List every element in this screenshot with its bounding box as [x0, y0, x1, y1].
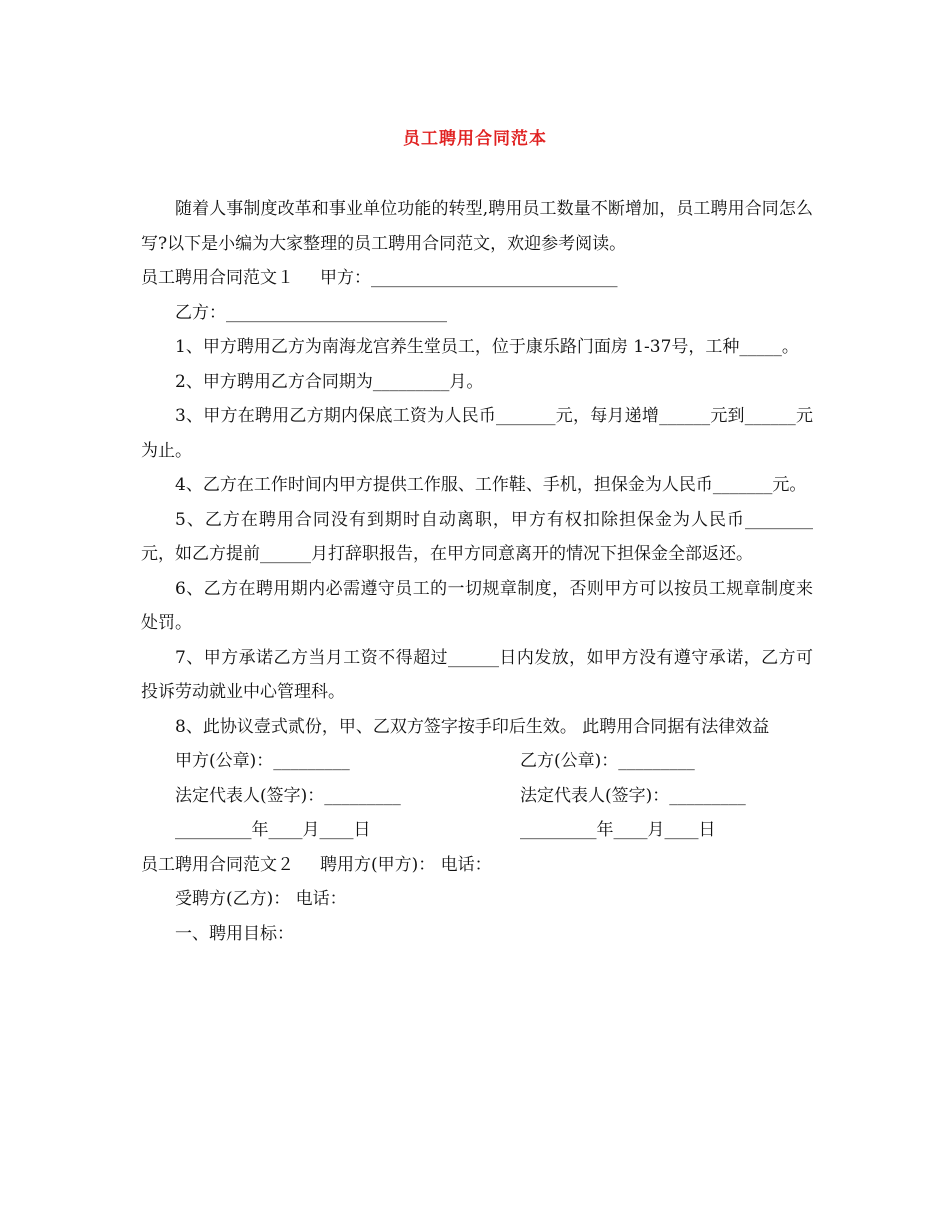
document-title: 员工聘用合同范本 — [403, 129, 547, 149]
signature-row-seal — [141, 744, 813, 779]
clause-6: 6、乙方在聘用期内必需遵守员工的一切规章制度，否则甲方可以按员工规章制度来处罚。 — [141, 578, 813, 633]
party-b-date: _________年____月____日 — [520, 820, 716, 840]
party-a-seal: 甲方(公章)：_________ — [175, 751, 350, 771]
signature-row-date — [141, 813, 813, 848]
section-1-heading: 一、聘用目标： — [175, 923, 294, 944]
intro-paragraph: 随着人事制度改革和事业单位功能的转型,聘用员工数量不断增加，员工聘用合同怎么写?以下是小编为大家整理的员工聘用合同范文，欢迎参考阅读。 — [141, 199, 813, 254]
party-a-date: _________年____月____日 — [175, 820, 371, 840]
party-b-seal: 乙方(公章)：_________ — [520, 751, 695, 771]
signature-row-rep — [141, 779, 813, 814]
party-b-representative: 法定代表人(签字)：_________ — [520, 785, 746, 806]
sample2-heading: 员工聘用合同范文２ — [141, 854, 294, 875]
sample1-heading: 员工聘用合同范文１ — [141, 268, 294, 288]
sample1-heading-line — [141, 261, 813, 296]
employer-field: 聘用方(甲方)： 电话： — [320, 854, 492, 875]
party-b-field: 乙方：__________________________ — [175, 302, 447, 323]
clause-7: 7、甲方承诺乙方当月工资不得超过______日内发放，如甲方没有遵守承诺，乙方可投诉劳动就业中心管理科。 — [141, 647, 813, 702]
clause-3: 3、甲方在聘用乙方期内保底工资为人民币_______元，每月递增______元到______元为止。 — [141, 406, 813, 461]
clause-2: 2、甲方聘用乙方合同期为_________月。 — [175, 371, 484, 392]
party-a-representative: 法定代表人(签字)：_________ — [175, 785, 401, 806]
sample2-heading-line — [141, 848, 813, 883]
clause-1: 1、甲方聘用乙方为南海龙宫养生堂员工，位于康乐路门面房 1-37号，工种_____。 — [175, 337, 799, 357]
clause-4: 4、乙方在工作时间内甲方提供工作服、工作鞋、手机，担保金为人民币_______元。 — [175, 475, 807, 495]
employee-field: 受聘方(乙方)： 电话： — [175, 889, 347, 909]
clause-5: 5、乙方在聘用合同没有到期时自动离职，甲方有权扣除担保金为人民币________元，如乙方提前______月打辞职报告，在甲方同意离开的情况下担保金全部返还。 — [141, 509, 813, 564]
clause-8: 8、此协议壹式贰份，甲、乙双方签字按手印后生效。 此聘用合同据有法律效益 — [175, 716, 770, 737]
document-body — [141, 192, 813, 951]
party-a-field: 甲方：_____________________________ — [320, 268, 618, 288]
